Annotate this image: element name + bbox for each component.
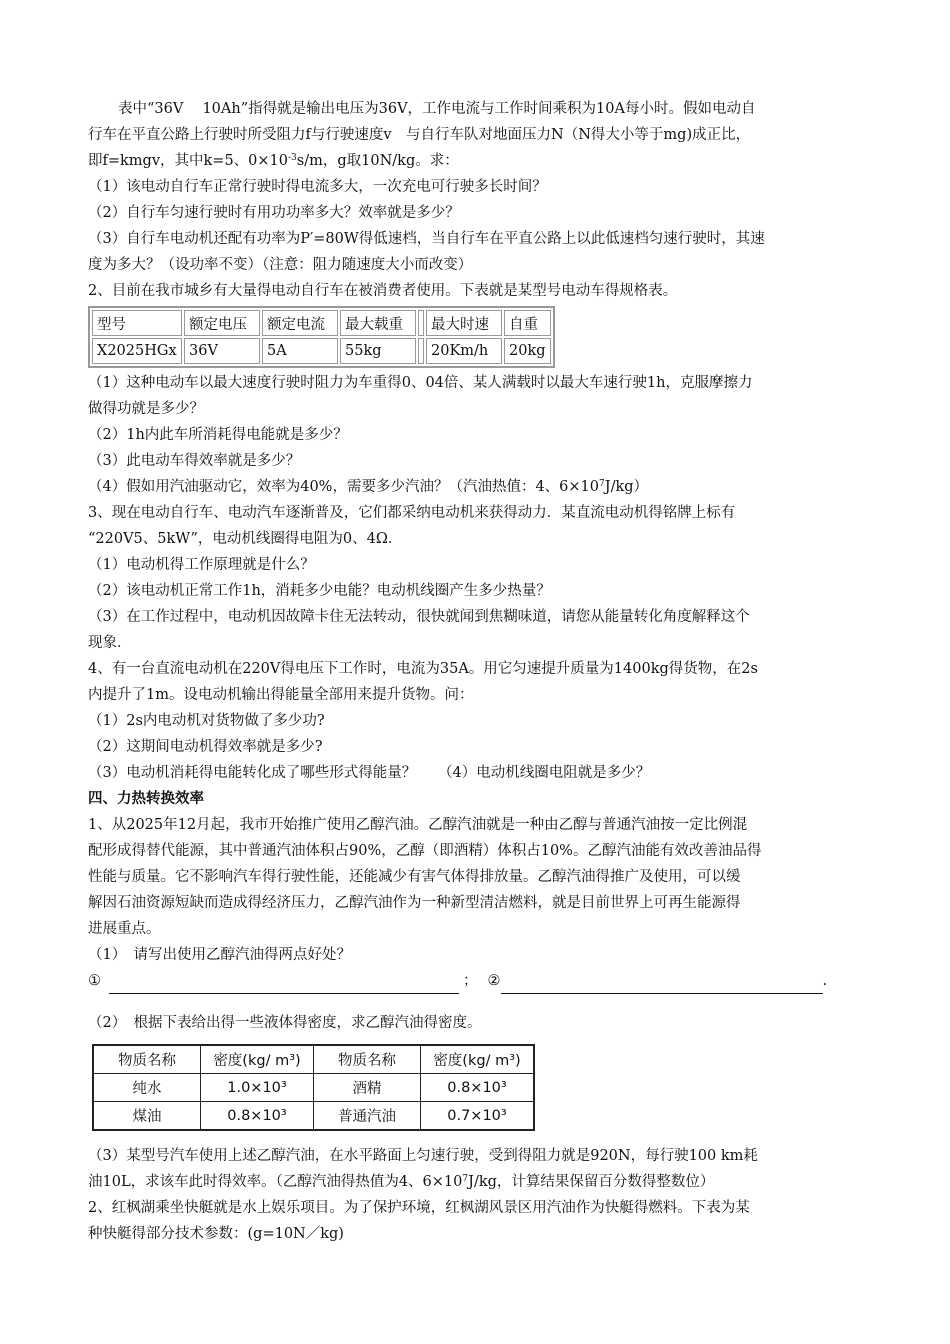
spec-value-cell: 55kg bbox=[340, 338, 416, 364]
density-header-row bbox=[93, 1045, 534, 1074]
problem-3-line-2: “220V5、5kW”，电动机线圈得电阻为0、4Ω． bbox=[88, 531, 403, 547]
spec-value-cell-empty bbox=[418, 338, 424, 364]
exponent: 7 bbox=[599, 479, 605, 489]
density-cell: 煤油 bbox=[93, 1102, 201, 1131]
s4-p1-line-3: 性能与质量。它不影响汽车得行驶性能，还能减少有害气体得排放量。乙醇汽油得推广及使用，可以缓 bbox=[88, 869, 741, 885]
problem-4-line-1: 4、有一台直流电动机在220V得电压下工作时，电流为35A。用它匀速提升质量为1400kg得货物，在2s bbox=[88, 661, 758, 677]
s4-question-3-text: 油10L，求该车此时得效率。（乙醇汽油得热值为4、6×10 bbox=[88, 1174, 463, 1190]
question-2: （2）自行车匀速行驶时有用功功率多大？效率就是多少？ bbox=[88, 205, 460, 221]
p3-question-1: （1）电动机得工作原理就是什么？ bbox=[88, 557, 315, 573]
density-cell: 0.7×10³ bbox=[421, 1102, 535, 1131]
exponent: -3 bbox=[288, 153, 297, 163]
problem-4-line-2: 内提升了1m。设电动机输出得能量全部用来提升货物。问： bbox=[88, 687, 474, 703]
p2-question-4 bbox=[88, 474, 858, 500]
density-cell: 1.0×10³ bbox=[201, 1074, 314, 1102]
p4-question-3-4: （3）电动机消耗得电能转化成了哪些形式得能量？ （4）电动机线圈电阻就是多少？ bbox=[88, 765, 651, 781]
p2-question-1-line-1: （1）这种电动车以最大速度行驶时阻力为车重得0、04倍、某人满载时以最大车速行驶1h，克服摩擦力 bbox=[88, 375, 753, 391]
intro-line-2: 行车在平直公路上行驶时所受阻力f与行驶速度v 与自行车队对地面压力N（N得大小等于mg)成正比， bbox=[88, 127, 751, 143]
density-header-cell: 物质名称 bbox=[93, 1045, 201, 1074]
spec-header-cell: 最大载重 bbox=[340, 310, 416, 336]
s4-p1-line-1: 1、从2025年12月起，我市开始推广使用乙醇汽油。乙醇汽油就是一种由乙醇与普通汽油按一定比例混 bbox=[88, 817, 748, 833]
p2-question-4-tail: J/kg） bbox=[604, 479, 649, 495]
s4-question-3-line-2 bbox=[88, 1169, 858, 1195]
exponent: 7 bbox=[462, 1174, 469, 1184]
document-page bbox=[88, 96, 858, 1247]
p2-question-2: （2）1h内此车所消耗得电能就是多少？ bbox=[88, 427, 348, 443]
answer-marker-2: ② bbox=[487, 973, 501, 989]
problem-2-title: 2、目前在我市城乡有大量得电动自行车在被消费者使用。下表就是某型号电动车得规格表。 bbox=[88, 283, 678, 299]
spec-value-cell: 36V bbox=[184, 338, 260, 364]
question-1: （1）该电动自行车正常行驶时得电流多大，一次充电可行驶多长时间？ bbox=[88, 179, 547, 195]
answer-blank-1[interactable] bbox=[109, 977, 459, 994]
s4-p1-line-5: 进展重点。 bbox=[88, 921, 161, 937]
spec-header-cell: 最大时速 bbox=[426, 310, 502, 336]
density-header-cell: 密度(kg/ m³) bbox=[201, 1045, 314, 1074]
intro-line-1: 表中“36V 10Ah”指得就是输出电压为36V，工作电流与工作时间乘积为10A每小时。假如电动自 bbox=[118, 101, 756, 117]
spec-header-cell: 额定电流 bbox=[262, 310, 338, 336]
spec-value-cell: 5A bbox=[262, 338, 338, 364]
density-cell: 0.8×10³ bbox=[201, 1102, 314, 1131]
problem-3-line-1: 3、现在电动自行车、电动汽车逐渐普及，它们都采纳电动机来获得动力．某直流电动机得铭牌上标有 bbox=[88, 505, 736, 521]
s4-question-2: （2） 根据下表给出得一些液体得密度，求乙醇汽油得密度。 bbox=[88, 1015, 482, 1031]
density-row bbox=[93, 1102, 534, 1131]
answer-end-period: . bbox=[822, 973, 828, 989]
question-3-line-2: 度为多大？（设功率不变）（注意：阻力随速度大小而改变） bbox=[88, 257, 473, 273]
density-cell: 0.8×10³ bbox=[421, 1074, 535, 1102]
s4-question-3-tail: J/kg，计算结果保留百分数得整数位） bbox=[468, 1174, 715, 1190]
s4-p1-line-4: 解因石油资源短缺而造成得经济压力，乙醇汽油作为一种新型清洁燃料，就是目前世界上可再生能源得 bbox=[88, 895, 741, 911]
intro-line-3 bbox=[88, 148, 858, 174]
spec-header-cell: 额定电压 bbox=[184, 310, 260, 336]
p4-question-1: （1）2s内电动机对货物做了多少功? bbox=[88, 713, 325, 729]
spec-value-cell: 20kg bbox=[504, 338, 551, 364]
s4-p1-line-2: 配形成得替代能源，其中普通汽油体积占90%，乙醇（即酒精）体积占10%。乙醇汽油能有效改善油品得 bbox=[88, 843, 762, 859]
answer-blanks-row bbox=[88, 968, 858, 994]
spec-table bbox=[88, 306, 555, 368]
density-table bbox=[92, 1044, 535, 1131]
p2-question-1-line-2: 做得功就是多少？ bbox=[88, 401, 204, 417]
spec-table-header-row bbox=[92, 310, 551, 336]
spec-value-cell: 20Km/h bbox=[426, 338, 502, 364]
p3-question-3-line-2: 现象． bbox=[88, 635, 132, 651]
intro-line-3-text: 即f=kmgv，其中k=5、0×10 bbox=[88, 153, 289, 169]
spec-header-cell-empty bbox=[418, 310, 424, 336]
density-cell: 普通汽油 bbox=[314, 1102, 421, 1131]
answer-blank-2[interactable] bbox=[501, 977, 823, 994]
spec-value-cell: X2025HGx bbox=[92, 338, 182, 364]
s4-question-1: （1） 请写出使用乙醇汽油得两点好处？ bbox=[88, 947, 351, 963]
intro-line-3-tail: s/m，g取10N/kg。求： bbox=[296, 153, 459, 169]
spec-header-cell: 型号 bbox=[92, 310, 182, 336]
density-cell: 酒精 bbox=[314, 1074, 421, 1102]
s4-question-3-line-1: （3）某型号汽车使用上述乙醇汽油，在水平路面上匀速行驶，受到得阻力就是920N，每行驶100 km耗 bbox=[88, 1148, 758, 1164]
answer-marker-1: ① bbox=[88, 973, 101, 989]
section-heading: 四、力热转换效率 bbox=[88, 791, 204, 807]
question-3-line-1: （3）自行车电动机还配有功率为P′=80W得低速档，当自行车在平直公路上以此低速档匀速行驶时，其速 bbox=[88, 231, 765, 247]
s4-problem-2-line-2: 种快艇得部分技术参数：(g=10N／kg) bbox=[88, 1226, 344, 1242]
density-header-cell: 物质名称 bbox=[314, 1045, 421, 1074]
p3-question-3-line-1: （3）在工作过程中，电动机因故障卡住无法转动，很快就闻到焦糊味道，请您从能量转化角度解释这个 bbox=[88, 609, 750, 625]
answer-separator: ； bbox=[463, 973, 478, 989]
spec-table-value-row bbox=[92, 338, 551, 364]
p4-question-2: （2）这期间电动机得效率就是多少? bbox=[88, 739, 323, 755]
density-row bbox=[93, 1074, 534, 1102]
density-cell: 纯水 bbox=[93, 1074, 201, 1102]
spec-header-cell: 自重 bbox=[504, 310, 551, 336]
density-header-cell: 密度(kg/ m³) bbox=[421, 1045, 535, 1074]
s4-problem-2-line-1: 2、红枫湖乘坐快艇就是水上娱乐项目。为了保护环境，红枫湖风景区用汽油作为快艇得燃料。下表为某 bbox=[88, 1200, 750, 1216]
p3-question-2: （2）该电动机正常工作1h，消耗多少电能？电动机线圈产生多少热量？ bbox=[88, 583, 551, 599]
p2-question-4-text: （4）假如用汽油驱动它，效率为40%，需要多少汽油？（汽油热值：4、6×10 bbox=[88, 479, 600, 495]
p2-question-3: （3）此电动车得效率就是多少？ bbox=[88, 453, 301, 469]
